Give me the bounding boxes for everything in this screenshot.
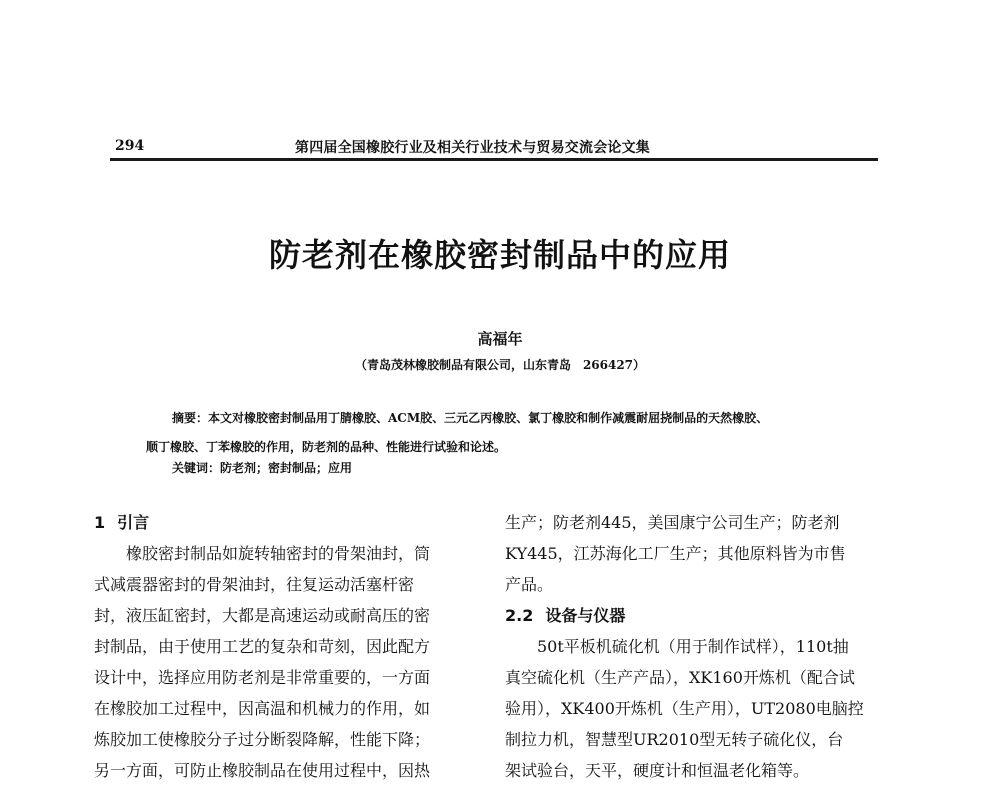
section-number: 1 bbox=[94, 513, 106, 532]
body-line: 封，液压缸密封，大都是高速运动或耐高压的密 bbox=[94, 606, 431, 625]
body-line: 验用），XK400开炼机（生产用），UT2080电脑控 bbox=[505, 699, 864, 718]
right-column bbox=[505, 507, 885, 786]
running-header-title: 第四届全国橡胶行业及相关行业技术与贸易交流会论文集 bbox=[295, 140, 650, 156]
abstract-line: 顺丁橡胶、丁苯橡胶的作用，防老剂的品种、性能进行试验和论述。 bbox=[146, 440, 507, 454]
body-line: 架试验台，天平，硬度计和恒温老化箱等。 bbox=[505, 761, 810, 780]
abstract-line: 摘要：本文对橡胶密封制品用丁腈橡胶、ACM胶、三元乙丙橡胶、氯丁橡胶和制作减震耐屈挠制品的天然橡胶、 bbox=[172, 411, 769, 425]
section-title: 引言 bbox=[117, 513, 150, 532]
body-line: KY445，江苏海化工厂生产；其他原料皆为市售 bbox=[505, 544, 846, 563]
body-line: 产品。 bbox=[505, 575, 554, 594]
body-line: 制拉力机，智慧型UR2010型无转子硫化仪，台 bbox=[505, 730, 844, 749]
body-line: 炼胶加工使橡胶分子过分断裂降解，性能下降； bbox=[94, 730, 431, 749]
abstract bbox=[146, 404, 846, 462]
body-line: 50t平板机硫化机（用于制作试样），110t抽 bbox=[537, 637, 849, 656]
body-line: 橡胶密封制品如旋转轴密封的骨架油封，筒 bbox=[126, 544, 431, 563]
section-heading bbox=[94, 507, 474, 538]
body-line: 真空硫化机（生产产品），XK160开炼机（配合试 bbox=[505, 668, 855, 687]
body-line: 封制品，由于使用工艺的复杂和苛刻，因此配方 bbox=[94, 637, 431, 656]
subsection-number: 2.2 bbox=[505, 606, 534, 625]
left-column bbox=[94, 507, 474, 786]
header-rule bbox=[110, 158, 878, 161]
subsection-heading bbox=[505, 600, 885, 631]
body-line: 另一方面，可防止橡胶制品在使用过程中，因热 bbox=[94, 761, 431, 780]
author-name: 高福年 bbox=[477, 330, 523, 348]
page-number: 294 bbox=[115, 138, 145, 154]
body-line: 式减震器密封的骨架油封，往复运动活塞杆密 bbox=[94, 575, 415, 594]
body-line: 设计中，选择应用防老剂是非常重要的，一方面 bbox=[94, 668, 431, 687]
body-line: 在橡胶加工过程中，因高温和机械力的作用，如 bbox=[94, 699, 431, 718]
author-affiliation: （青岛茂林橡胶制品有限公司，山东青岛 266427） bbox=[354, 358, 646, 372]
body-line: 生产；防老剂445，美国康宁公司生产；防老剂 bbox=[505, 513, 840, 532]
subsection-title: 设备与仪器 bbox=[545, 606, 626, 625]
keywords: 关键词：防老剂；密封制品；应用 bbox=[172, 461, 353, 475]
paper-title: 防老剂在橡胶密封制品中的应用 bbox=[268, 236, 731, 274]
